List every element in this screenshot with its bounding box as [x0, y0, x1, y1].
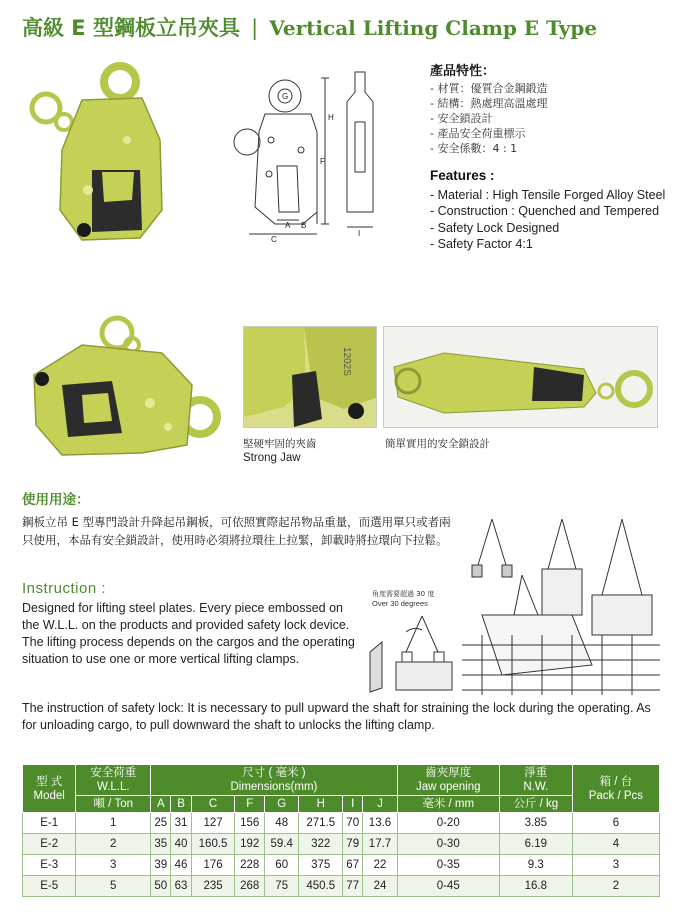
table-row — [23, 876, 660, 897]
features-chinese-item: - 材質：優質合金鋼鍛造 — [430, 82, 548, 95]
cell-a: 35 — [151, 834, 171, 855]
cell-g: 75 — [265, 876, 299, 897]
cell-a: 25 — [151, 813, 171, 834]
table-row — [23, 834, 660, 855]
th-dim-f: F — [235, 796, 265, 813]
cell-pack: 6 — [572, 813, 659, 834]
features-chinese-heading: 產品特性： — [430, 64, 496, 79]
title-chinese: 高級 E 型鋼板立吊夾具 — [22, 16, 240, 40]
th-jaw-zh: 齒夾厚度 — [425, 767, 472, 779]
th-nw-en: N.W. — [523, 781, 549, 793]
cell-model: E-5 — [23, 876, 76, 897]
features-english-item: - Safety Factor 4:1 — [430, 237, 533, 251]
cell-nw: 9.3 — [499, 855, 572, 876]
cell-a: 50 — [151, 876, 171, 897]
cell-h: 375 — [299, 855, 343, 876]
caption-strong-jaw — [243, 437, 317, 465]
cell-pack: 2 — [572, 876, 659, 897]
features-english-item: - Material : High Tensile Forged Alloy Steel — [430, 187, 666, 202]
th-dim-c: C — [191, 796, 235, 813]
product-photo-clamp-front — [22, 60, 172, 250]
th-wll-en: W.L.L. — [96, 781, 130, 793]
caption-safety-lock-zh: 簡單實用的安全鎖設計 — [385, 438, 490, 450]
table-row — [23, 813, 660, 834]
cell-b: 63 — [171, 876, 191, 897]
usage-section — [22, 488, 460, 549]
cell-g: 60 — [265, 855, 299, 876]
dim-label-h: H — [328, 113, 334, 122]
th-pack-zh: 箱 / 台 — [599, 775, 633, 788]
th-dimensions-zh: 尺寸 ( 毫米 ) — [242, 767, 306, 779]
features-chinese — [430, 64, 670, 156]
cell-pack: 3 — [572, 855, 659, 876]
illustration-angle-lift — [362, 612, 458, 694]
photo-safety-lock — [383, 326, 658, 428]
cell-b: 46 — [171, 855, 191, 876]
caption-safety-lock — [385, 437, 490, 451]
caption-strong-jaw-en: Strong Jaw — [243, 452, 301, 464]
features-english-item: - Construction : Quenched and Tempered — [430, 204, 660, 218]
dim-label-f: F — [320, 157, 325, 166]
cell-g: 59.4 — [265, 834, 299, 855]
illustration-plate-lifting — [462, 515, 660, 695]
cell-f: 156 — [235, 813, 265, 834]
instruction-text: Designed for lifting steel plates. Every piece embossed on the W.L.L. on the products and provided safety lock device. The lifting process depends on the cargos and the operating situation to use one or more vertical lifting clamps. — [22, 601, 355, 666]
cell-j: 13.6 — [363, 813, 397, 834]
cell-i: 79 — [343, 834, 363, 855]
cell-c: 176 — [191, 855, 235, 876]
cell-b: 40 — [171, 834, 191, 855]
cell-f: 228 — [235, 855, 265, 876]
title-english: Vertical Lifting Clamp E Type — [269, 16, 598, 40]
dimension-diagram — [225, 62, 400, 242]
cell-h: 271.5 — [299, 813, 343, 834]
th-model-en: Model — [33, 789, 65, 802]
instruction-heading: Instruction : — [22, 580, 107, 597]
features-chinese-item: - 結構：熱處理高溫處理 — [430, 97, 548, 110]
th-dim-j: J — [363, 796, 397, 813]
th-jaw-en: Jaw opening — [415, 781, 481, 793]
cell-model: E-1 — [23, 813, 76, 834]
cell-f: 268 — [235, 876, 265, 897]
th-nw-unit: 公斤 / kg — [499, 796, 572, 813]
usage-text: 鋼板立吊 E 型專門設計升降起吊鋼板，可依照實際起吊物品重量，而選用單只或者兩只使用，本品有安全鎖設計，使用時必須將拉環往上拉緊，卸載時將拉環向下拉鬆。 — [22, 515, 451, 547]
cell-j: 22 — [363, 855, 397, 876]
cell-h: 322 — [299, 834, 343, 855]
safety-lock-instruction: The instruction of safety lock: It is necessary to pull upward the shaft for straining the lock during the operating. As for unloading cargo, to pull downward the shaft to unlocks the lifting clamp. — [22, 701, 651, 732]
th-dim-g: G — [265, 796, 299, 813]
angle-note — [372, 590, 434, 608]
th-dim-b: B — [171, 796, 191, 813]
angle-note-en: Over 30 degrees — [372, 599, 428, 608]
cell-f: 192 — [235, 834, 265, 855]
cell-nw: 6.19 — [499, 834, 572, 855]
dim-label-g: G — [282, 92, 289, 101]
features-english-heading: Features : — [430, 168, 495, 183]
cell-b: 31 — [171, 813, 191, 834]
product-photo-clamp-side — [22, 305, 222, 465]
th-dimensions — [151, 765, 397, 796]
dim-label-a: A — [285, 221, 291, 230]
svg-text:1202S: 1202S — [341, 347, 352, 376]
cell-i: 70 — [343, 813, 363, 834]
dim-label-c: C — [271, 235, 277, 242]
cell-model: E-3 — [23, 855, 76, 876]
cell-nw: 3.85 — [499, 813, 572, 834]
photo-strong-jaw — [243, 326, 377, 428]
th-dim-h: H — [299, 796, 343, 813]
features-chinese-item: - 安全鎖設計 — [430, 112, 493, 125]
dim-label-i: I — [358, 229, 361, 238]
th-pack — [572, 765, 659, 813]
th-dim-i: I — [343, 796, 363, 813]
cell-wll: 3 — [76, 855, 151, 876]
cell-model: E-2 — [23, 834, 76, 855]
th-wll-zh: 安全荷重 — [90, 767, 137, 779]
cell-i: 77 — [343, 876, 363, 897]
title-separator: | — [251, 16, 259, 40]
th-dimensions-en: Dimensions(mm) — [230, 781, 318, 793]
cell-jaw: 0-45 — [397, 876, 499, 897]
features-chinese-item: - 產品安全荷重標示 — [430, 127, 526, 140]
spec-table — [22, 764, 660, 897]
page-header — [22, 12, 662, 42]
th-wll-unit: 噸 / Ton — [76, 796, 151, 813]
usage-heading: 使用用途： — [22, 492, 90, 508]
cell-nw: 16.8 — [499, 876, 572, 897]
angle-note-zh: 角度需要超過 30 度 — [372, 590, 435, 598]
cell-jaw: 0-20 — [397, 813, 499, 834]
cell-jaw: 0-35 — [397, 855, 499, 876]
cell-pack: 4 — [572, 834, 659, 855]
cell-h: 450.5 — [299, 876, 343, 897]
features-chinese-item: - 安全係數：4 : 1 — [430, 142, 518, 155]
features-english-item: - Safety Lock Designed — [430, 220, 560, 235]
cell-jaw: 0-30 — [397, 834, 499, 855]
th-wll — [76, 765, 151, 796]
cell-wll: 2 — [76, 834, 151, 855]
cell-wll: 5 — [76, 876, 151, 897]
features-english — [430, 168, 670, 253]
cell-c: 235 — [191, 876, 235, 897]
cell-i: 67 — [343, 855, 363, 876]
th-nw — [499, 765, 572, 796]
th-model — [23, 765, 76, 813]
th-model-zh: 型 式 — [36, 775, 63, 788]
instruction-section — [22, 580, 358, 668]
th-dim-a: A — [151, 796, 171, 813]
cell-wll: 1 — [76, 813, 151, 834]
th-pack-en: Pack / Pcs — [588, 789, 644, 802]
th-nw-zh: 淨重 — [524, 767, 548, 779]
caption-strong-jaw-zh: 堅硬牢固的夾齒 — [243, 438, 317, 450]
th-jaw-unit: 毫米 / mm — [397, 796, 499, 813]
cell-j: 17.7 — [363, 834, 397, 855]
cell-c: 127 — [191, 813, 235, 834]
cell-g: 48 — [265, 813, 299, 834]
th-jaw — [397, 765, 499, 796]
cell-j: 24 — [363, 876, 397, 897]
table-row — [23, 855, 660, 876]
dim-label-b: B — [301, 221, 307, 230]
cell-a: 39 — [151, 855, 171, 876]
cell-c: 160.5 — [191, 834, 235, 855]
